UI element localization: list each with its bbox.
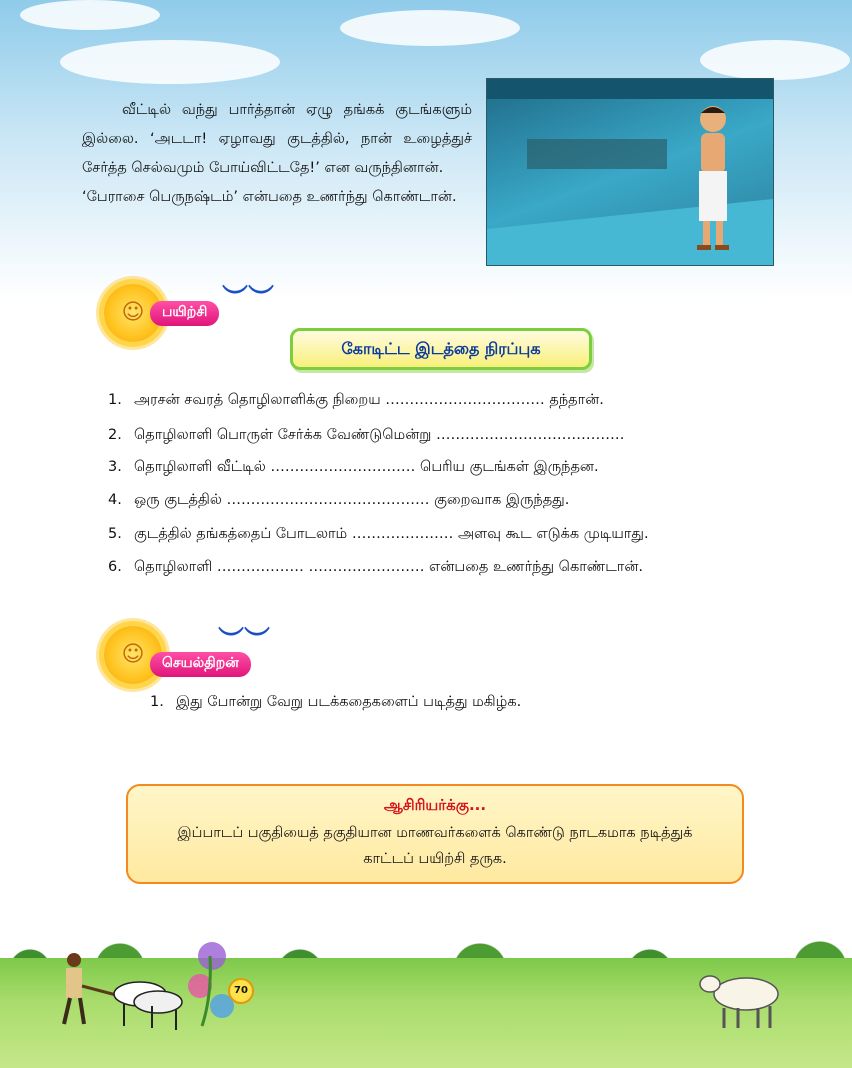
item-number: 4.	[108, 492, 122, 508]
activity-tag: செயல்திறன்	[150, 652, 251, 677]
exercise-item	[108, 392, 748, 410]
item-number: 1.	[108, 392, 122, 408]
exercise-item	[108, 526, 748, 544]
story-paragraph: ‘பேராசை பெருநஷ்டம்’ என்பதை உணர்ந்து கொண்டான்.	[82, 189, 457, 205]
cloud	[340, 10, 520, 46]
exercise-item	[108, 492, 748, 510]
item-text: தொழிலாளி ……………… …………………… என்பதை உணர்ந்து கொண்டான்.	[134, 559, 644, 575]
exercise-item	[108, 427, 748, 445]
smile-icon: ☺	[121, 300, 145, 325]
smile-icon: ☺	[121, 642, 145, 667]
item-text: தொழிலாளி வீட்டில் ………………………… பெரிய குடங்கள் இருந்தன.	[134, 459, 599, 475]
item-text: அரசன் சவரத் தொழிலாளிக்கு நிறைய …………………………… தந்தான்.	[134, 392, 604, 408]
item-text: ஒரு குடத்தில் …………………………………… குறைவாக இருந்தது.	[134, 492, 570, 508]
page-number: 70	[228, 978, 254, 1004]
teacher-note-title: ஆசிரியர்க்கு...	[383, 796, 487, 814]
exercise-tag: பயிற்சி	[150, 301, 219, 326]
farmer-plough-icon	[40, 946, 190, 1036]
cow-icon	[694, 964, 794, 1034]
exercise-item	[108, 559, 748, 577]
item-number: 2.	[108, 427, 122, 443]
item-text: தொழிலாளி பொருள் சேர்க்க வேண்டுமென்று …………………………………	[134, 427, 625, 443]
cloud	[700, 40, 850, 80]
bird-icon: ︶︶	[222, 284, 275, 314]
item-number: 3.	[108, 459, 122, 475]
cloud	[60, 40, 280, 84]
item-number: 1.	[150, 694, 164, 710]
exercise-item	[108, 459, 748, 477]
item-text: இது போன்று வேறு படக்கதைகளைப் படித்து மகிழ்க.	[176, 694, 522, 710]
story-paragraph: வீட்டில் வந்து பார்த்தான் ஏழு தங்கக் குடங்களும் இல்லை. ‘அடடா! ஏழாவது குடத்தில், நான் உழைத்துச் சேர்த்த செல்வமும் போய்விட்டதே!’ என வருந்தினான்.	[82, 102, 472, 176]
teacher-note-box	[126, 784, 744, 884]
story-illustration	[486, 78, 774, 266]
teacher-note-text: இப்பாடப் பகுதியைத் தகுதியான மாணவர்களைக் கொண்டு நாடகமாக நடித்துக் காட்டப் பயிற்சி தருக.	[177, 825, 693, 867]
activity-item	[150, 694, 521, 712]
item-text: குடத்தில் தங்கத்தைப் போடலாம் ………………… அளவு கூட எடுக்க முடியாது.	[134, 526, 649, 542]
item-number: 5.	[108, 526, 122, 542]
bird-icon: ︶︶	[218, 626, 271, 656]
story-text	[82, 96, 472, 212]
cloud	[20, 0, 160, 30]
worker-figure	[487, 79, 773, 265]
item-number: 6.	[108, 559, 122, 575]
exercise-banner: கோடிட்ட இடத்தை நிரப்புக	[290, 328, 592, 370]
